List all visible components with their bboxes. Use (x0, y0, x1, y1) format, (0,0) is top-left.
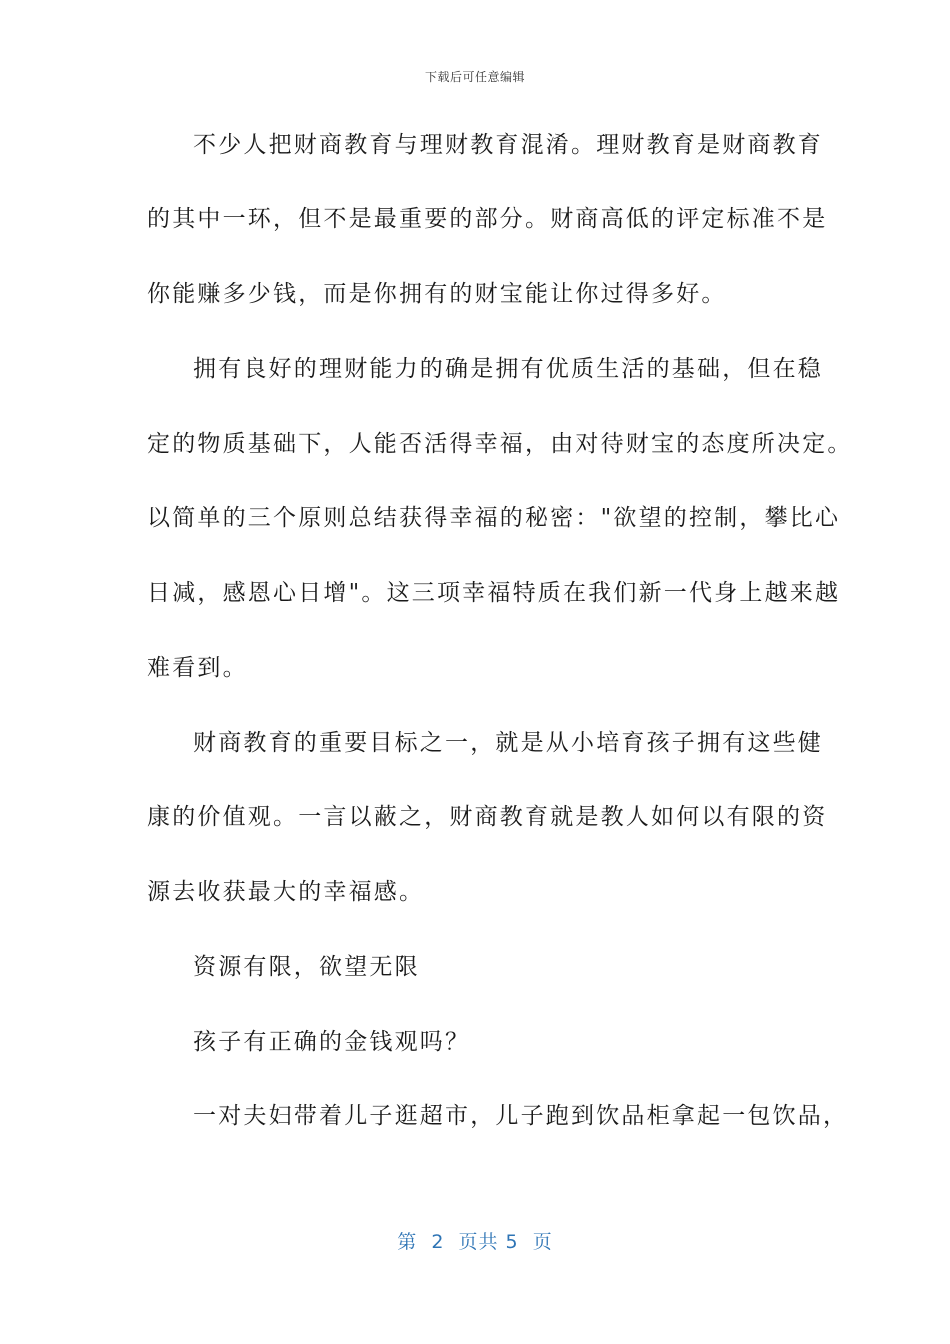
body-line-14: 一对夫妇带着儿子逛超市，儿子跑到饮品柜拿起一包饮品， (193, 1103, 849, 1129)
body-line-9: 财商教育的重要目标之一，就是从小培育孩子拥有这些健 (193, 730, 823, 756)
body-line-1: 不少人把财商教育与理财教育混淆。理财教育是财商教育 (193, 132, 823, 158)
subheading-money-values: 孩子有正确的金钱观吗？ (193, 1029, 471, 1055)
body-line-10: 康的价值观。一言以蔽之，财商教育就是教人如何以有限的资 (147, 804, 828, 830)
body-line-2: 的其中一环，但不是最重要的部分。财商高低的评定标准不是 (147, 206, 828, 232)
page-header: 下载后可任意编辑 (424, 70, 525, 84)
body-line-11: 源去收获最大的幸福感。 (147, 879, 425, 905)
page-number-footer: 第 2 页共 5 页 (397, 1231, 553, 1253)
body-line-8: 难看到。 (147, 655, 248, 681)
body-line-7: 日减，感恩心日增"。这三项幸福特质在我们新一代身上越来越 (147, 580, 841, 606)
subheading-resources: 资源有限，欲望无限 (193, 954, 420, 980)
body-line-4: 拥有良好的理财能力的确是拥有优质生活的基础，但在稳 (193, 356, 823, 382)
body-line-3: 你能赚多少钱，而是你拥有的财宝能让你过得多好。 (147, 281, 727, 307)
body-line-6: 以简单的三个原则总结获得幸福的秘密："欲望的控制，攀比心 (147, 505, 841, 531)
body-line-5: 定的物质基础下，人能否活得幸福，由对待财宝的态度所决定。 (147, 431, 853, 457)
